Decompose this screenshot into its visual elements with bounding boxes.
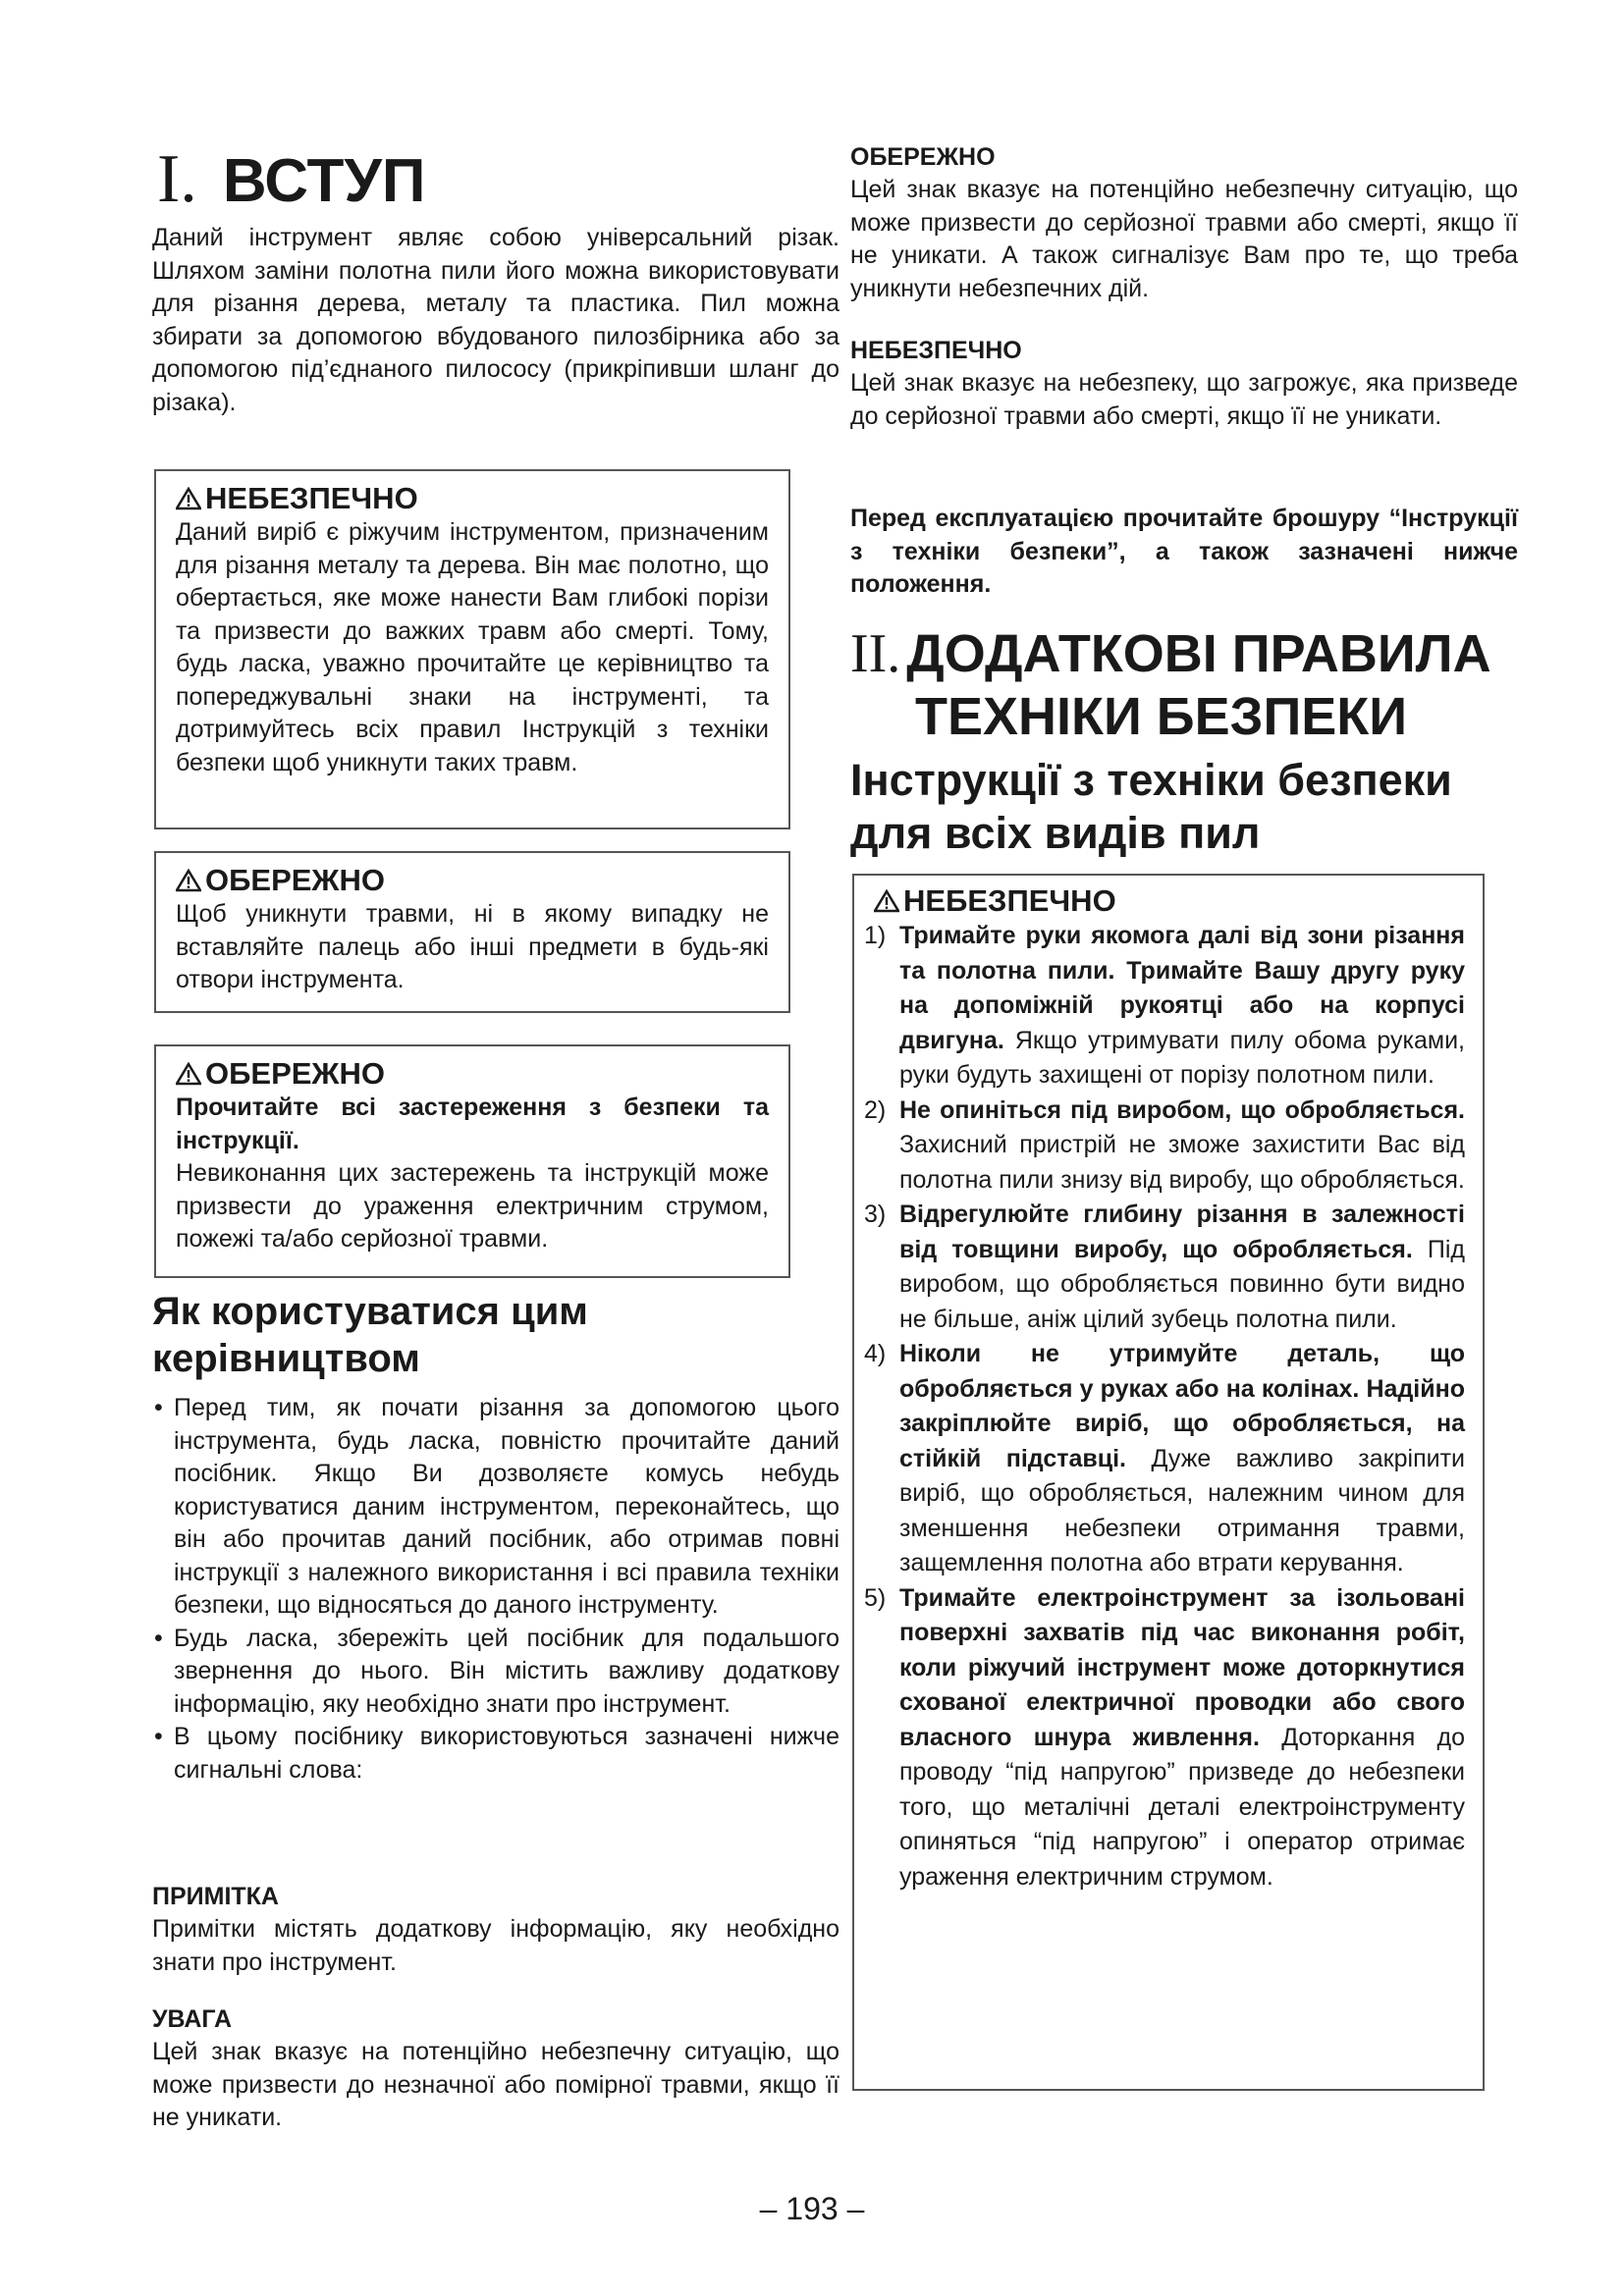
danger-box-right-title-row [874,883,1465,919]
danger-definition [850,334,1518,433]
danger-box-right [852,874,1485,2091]
caution-label: ОБЕРЕЖНО [850,143,996,171]
list-item [864,1198,1465,1337]
safety-subheading: Інструкції з техніки безпеки для всіх видів пил [850,755,1452,858]
list-item: • Перед тим, як почати різання за допомогою цього інструмента, будь ласка, повністю прочитайте даний посібник. Якщо Ви дозволяєте комусь небудь користуватися даним інструментом, переконайтесь, що він або прочитав даний посібник, або отримав повні інструкції з належного використання і всі правила техніки безпеки, що відносяться до даного інструменту. [152,1392,839,1623]
list-item: • Будь ласка, збережіть цей посібник для подальшого звернення до нього. Він містить важливу додаткову інформацію, яку необхідно знати про інструмент. [152,1623,839,1722]
rule-number: 4) [864,1340,887,1367]
intro-paragraph: Даний інструмент являє собою універсальний різак. Шляхом заміни полотна пили його можна використовувати для різання дерева, металу та пластика. Пил можна збирати за допомогою вбудованого пилозбірника або за допомогою під’єднаного пилососу (прикріпивши шланг до різака). [152,224,839,416]
caution-box-2-bold-text: Прочитайте всі застереження з безпеки та інструкції. [176,1094,769,1154]
rule-text: Дуже важливо закріпити виріб, що обробляється, належним чином для зменшення небезпеки отримання травми, защемлення полотна або втрати керування. [899,1444,1465,1576]
note-label: ПРИМІТКА [152,1883,279,1910]
danger-text: Цей знак вказує на небезпеку, що загрожує, яка призведе до серйозної травми або смерті, якщо її не уникати. [850,369,1518,430]
warning-triangle-icon [176,869,201,892]
attention-section [152,2002,839,2135]
caution-text: Цей знак вказує на потенційно небезпечну ситуацію, що може призвести до серйозної травми або смерті, якщо її не уникати. А також сигналізує Вам про те, що треба уникнути небезпечних дій. [850,176,1518,302]
list-item [864,919,1465,1094]
page-number: – 193 – [759,2191,865,2226]
caution-box-2-title-row [176,1056,769,1092]
danger-box-left-title: НЕБЕЗПЕЧНО [205,481,418,515]
caution-box-1 [154,851,790,1013]
section1-heading [157,140,425,221]
danger-box-left [154,469,790,829]
caution-box-1-title: ОБЕРЕЖНО [205,863,385,897]
section1-roman: I. [157,141,197,217]
safety-rules-list [864,919,1465,1895]
how-to-heading: Як користуватися цим керівництвом [152,1290,588,1380]
list-item [864,1094,1465,1199]
caution-box-2 [154,1044,790,1278]
section2-title-line1: ДОДАТКОВІ ПРАВИЛА [906,624,1491,683]
warning-triangle-icon [176,487,201,510]
danger-box-left-text: Даний виріб є ріжучим інструментом, призначеним для різання металу та дерева. Він має полотно, що обертається, яке може нанести Вам глибокі порізи та призвести до важких травм або смерті. Тому, будь ласка, уважно прочитайте це керівництво та попереджувальні знаки на інструменті, та дотримуйтесь всіх правил Інструкцій з техніки безпеки щоб уникнути таких травм. [176,518,769,776]
rule-lead: Тримайте руки якомога далі від зони різання та полотна пили. Тримайте Вашу другу руку на допоміжній рукоятці або на корпусі двигуна. [899,922,1465,1054]
warning-triangle-icon [874,889,899,913]
section1-title: ВСТУП [222,147,426,215]
danger-box-right-title: НЕБЕЗПЕЧНО [903,883,1116,918]
rule-number: 3) [864,1201,887,1228]
rule-lead: Ніколи не утримуйте деталь, що обробляється у руках або на колінах. Надійно закріплюйте виріб, що обробляється, на стійкій підставці. [899,1340,1465,1472]
note-text: Примітки містять додаткову інформацію, яку необхідно знати про інструмент. [152,1915,839,1976]
caution-box-1-title-row [176,863,769,898]
caution-definition [850,140,1518,305]
caution-box-2-text: Невиконання цих застережень та інструкцій може призвести до ураження електричним струмом, пожежі та/або серйозної травми. [176,1159,769,1253]
rule-text: Доторкання до проводу “під напругою” призведе до небезпеки того, що металічні деталі електроінструменту опиняться “під напругою” і оператор отримає ураження електричним струмом. [899,1723,1466,1891]
rule-lead: Тримайте електроінструмент за ізольовані поверхні захватів під час виконання робіт, коли ріжучий інструмент може доторкнутися схованої електричної проводки або свого власного шнура живлення. [899,1583,1465,1751]
caution-box-2-title: ОБЕРЕЖНО [205,1056,385,1091]
note-section [152,1880,839,1979]
read-notice: Перед експлуатацією прочитайте брошуру “Інструкції з техніки безпеки”, а також зазначені нижче положення. [850,505,1518,598]
list-item: • В цьому посібнику використовуються зазначені нижче сигнальні слова: [152,1721,839,1787]
section2-title-line2: ТЕХНІКИ БЕЗПЕКИ [915,687,1408,746]
list-item [864,1337,1465,1581]
rule-number: 1) [864,922,887,949]
rule-lead: Відрегулюйте глибину різання в залежності від товщини виробу, що обробляється. [899,1201,1465,1263]
caution-box-1-text: Щоб уникнути травми, ні в якому випадку не вставляйте палець або інші предмети в будь-які отвори інструмента. [176,900,769,993]
danger-label: НЕБЕЗПЕЧНО [850,337,1022,364]
rule-text: Захисний пристрій не зможе захистити Вас від полотна пили знизу від виробу, що обробляється. [899,1131,1465,1194]
list-item [864,1581,1465,1896]
rule-text: Під виробом, що обробляється повинно бути видно не більше, аніж цілий зубець полотна пили. [899,1235,1465,1333]
rule-lead: Не опиніться під виробом, що обробляється. [899,1095,1465,1124]
section2-heading [850,622,1538,748]
rule-text: Якщо утримувати пилу обома руками, руки будуть захищені от порізу полотном пили. [899,1026,1465,1089]
how-to-bullets [152,1392,839,1787]
warning-triangle-icon [176,1062,201,1086]
section2-roman: II. [850,623,901,684]
attention-text: Цей знак вказує на потенційно небезпечну ситуацію, що може призвести до незначної або помірної травми, якщо її не уникати. [152,2038,839,2131]
danger-box-left-title-row [176,481,769,516]
rule-number: 5) [864,1583,887,1612]
attention-label: УВАГА [152,2005,233,2033]
rule-number: 2) [864,1095,887,1124]
